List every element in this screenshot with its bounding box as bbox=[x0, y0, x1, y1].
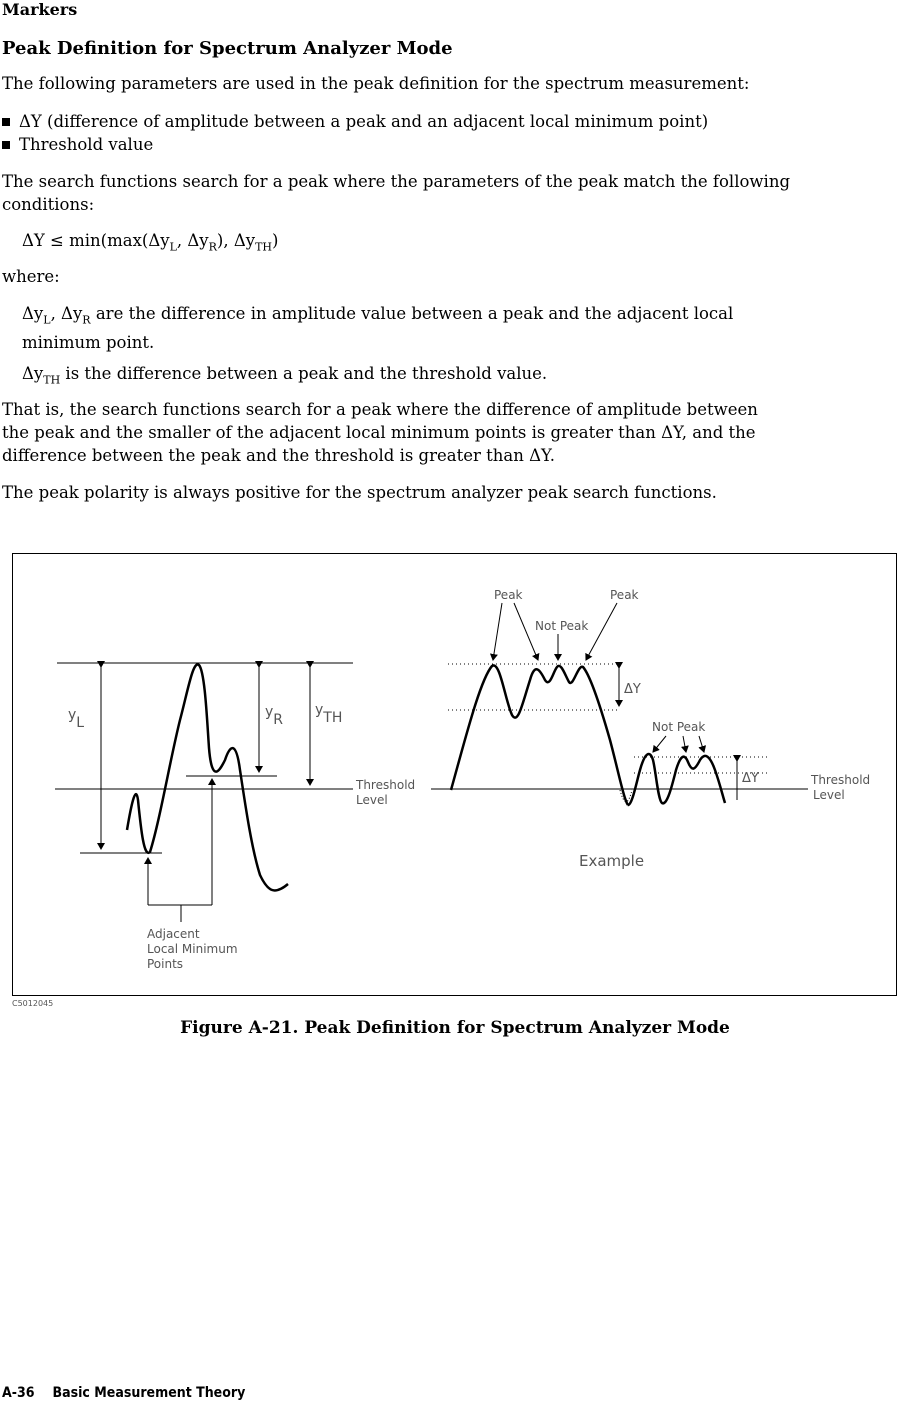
example-waveform-main bbox=[451, 665, 628, 805]
example-label: Example bbox=[579, 852, 645, 870]
example-waveform-tail bbox=[628, 754, 725, 805]
peak-right-label: Peak bbox=[610, 588, 639, 602]
section-header: Markers bbox=[2, 0, 78, 19]
polarity-paragraph: The peak polarity is always positive for the spectrum analyzer peak search functions. bbox=[2, 483, 717, 502]
not-peak-lower-pointer-1 bbox=[653, 736, 666, 752]
local-minimum-label: Local Minimum bbox=[147, 942, 238, 956]
not-peak-lower-pointer-2 bbox=[683, 736, 686, 752]
figure-code: C5012045 bbox=[12, 999, 54, 1008]
threshold-label-2: Threshold bbox=[811, 773, 871, 787]
waveform bbox=[127, 664, 288, 890]
peak-left-pointer bbox=[493, 603, 502, 660]
bullet-text: Threshold value bbox=[19, 135, 154, 154]
level-label-2: Level bbox=[813, 788, 845, 802]
delta-y-lower-label: ΔY bbox=[742, 771, 759, 786]
peak-left-label: Peak bbox=[494, 588, 523, 602]
not-peak-lower-pointer-3 bbox=[699, 736, 704, 752]
bullet-text: ΔY (difference of amplitude between a peak and an adjacent local minimum point) bbox=[19, 112, 709, 131]
search-line: conditions: bbox=[2, 195, 95, 214]
that-is-paragraph: That is, the search functions search for a peak where the difference of amplitude between the peak and the smaller of the adjacent local minimum points is greater than ΔY, and the difference between the peak and the threshold is greater than ΔY. bbox=[2, 400, 758, 465]
figure-caption: Figure A-21. Peak Definition for Spectrum Analyzer Mode bbox=[180, 1018, 730, 1038]
threshold-label: Threshold bbox=[356, 778, 416, 792]
search-line: The search functions search for a peak where the parameters of the peak match the following bbox=[2, 172, 791, 191]
definition-dyl-dyr: $\Delta y_L$, $\Delta y_R$ are the difference in amplitude value between a peak and the adjacent local minimum point. bbox=[22, 304, 734, 353]
yth-label: yTH bbox=[315, 702, 343, 726]
heading: Peak Definition for Spectrum Analyzer Mode bbox=[2, 38, 453, 59]
formula: $\Delta Y \le \min(\max(\Delta y_L$, $\Delta y_R$), $\Delta y_{TH}$) bbox=[22, 231, 279, 254]
page-footer bbox=[2, 1385, 263, 1401]
footer-title: Basic Measurement Theory bbox=[52, 1385, 246, 1401]
delta-y-top-label: ΔY bbox=[624, 682, 641, 697]
definition-dyth: $\Delta y_{TH}$ is the difference between a peak and the threshold value. bbox=[22, 364, 548, 387]
where-label: where: bbox=[2, 267, 60, 286]
adjacent-label: Adjacent bbox=[147, 927, 200, 941]
intro-paragraph: The following parameters are used in the peak definition for the spectrum measurement: bbox=[2, 74, 750, 93]
not-peak-lower-label: Not Peak bbox=[652, 720, 706, 734]
points-label: Points bbox=[147, 957, 184, 971]
yr-label: yR bbox=[265, 704, 284, 728]
not-peak-top-label: Not Peak bbox=[535, 619, 589, 633]
level-label: Level bbox=[356, 793, 388, 807]
peak-right-pointer bbox=[586, 603, 617, 660]
page-number: A-36 bbox=[2, 1385, 35, 1401]
yl-label: yL bbox=[68, 707, 85, 731]
